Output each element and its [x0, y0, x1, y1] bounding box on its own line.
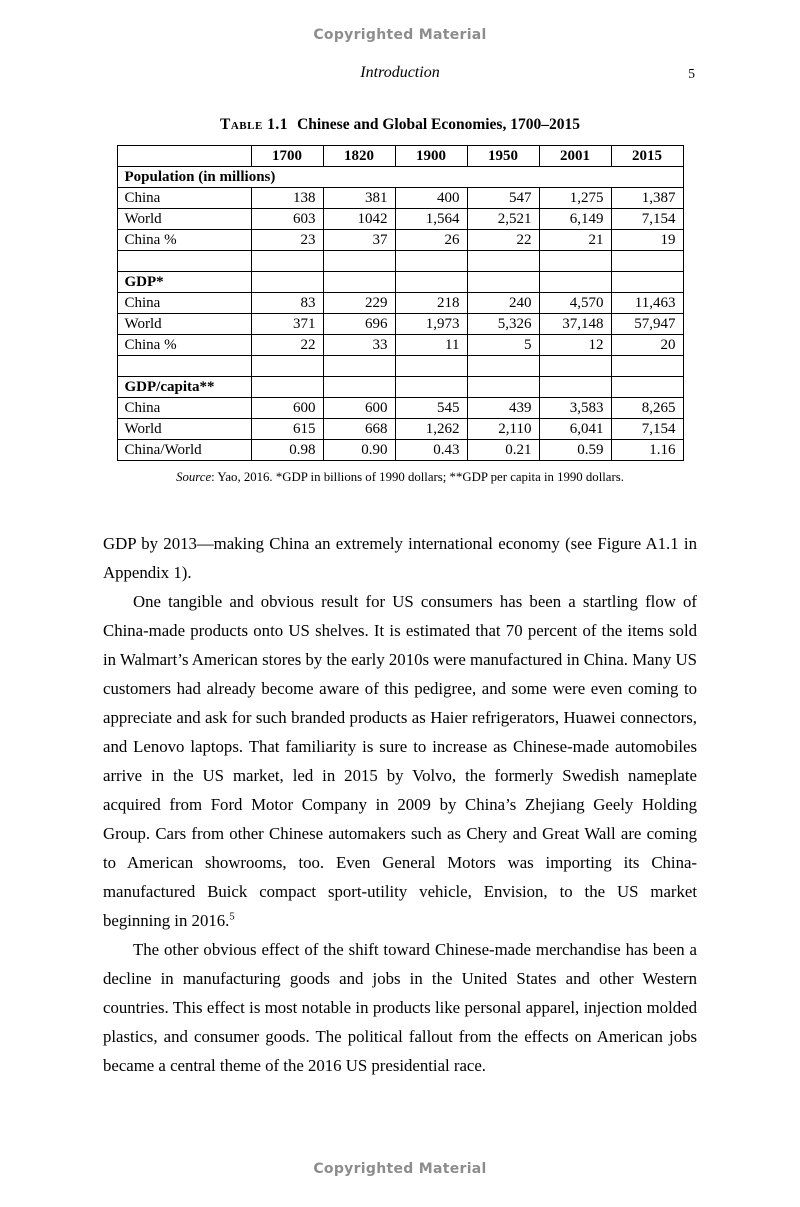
empty-cell — [117, 251, 251, 272]
value-cell: 2,110 — [467, 419, 539, 440]
empty-cell — [323, 272, 395, 293]
section-row — [117, 272, 683, 293]
value-cell: 37 — [323, 230, 395, 251]
empty-cell — [395, 272, 467, 293]
paragraph — [103, 935, 697, 1080]
year-column-header: 1950 — [467, 146, 539, 167]
value-cell: 2,521 — [467, 209, 539, 230]
source-text: : Yao, 2016. *GDP in billions of 1990 dollars; **GDP per capita in 1990 dollars. — [211, 470, 624, 484]
year-column-header: 2015 — [611, 146, 683, 167]
row-label: China % — [117, 230, 251, 251]
section-label: Population (in millions) — [117, 167, 683, 188]
row-label: World — [117, 314, 251, 335]
paragraph — [103, 587, 697, 935]
value-cell: 5,326 — [467, 314, 539, 335]
row-label: China % — [117, 335, 251, 356]
value-cell: 83 — [251, 293, 323, 314]
economies-table — [117, 145, 684, 461]
row-label: China — [117, 293, 251, 314]
value-cell: 5 — [467, 335, 539, 356]
value-cell: 603 — [251, 209, 323, 230]
copyright-notice-top: Copyrighted Material — [313, 27, 487, 43]
table-caption-label: Table 1.1 — [220, 116, 289, 133]
table-row — [117, 335, 683, 356]
value-cell: 11,463 — [611, 293, 683, 314]
value-cell: 600 — [251, 398, 323, 419]
empty-cell — [539, 272, 611, 293]
table-row — [117, 314, 683, 335]
paragraph-text: The other obvious effect of the shift toward Chinese-made merchandise has been a decline in manufacturing goods and jobs in the United States and other Western countries. This effect is most notable in products like personal apparel, injection molded plastics, and consumer goods. The political fallout from the effects on American jobs became a central theme of the 2016 US presidential race. — [103, 940, 697, 1075]
footnote-ref: 5 — [229, 911, 235, 923]
empty-cell — [611, 251, 683, 272]
value-cell: 23 — [251, 230, 323, 251]
value-cell: 7,154 — [611, 209, 683, 230]
value-cell: 138 — [251, 188, 323, 209]
empty-cell — [539, 377, 611, 398]
value-cell: 0.59 — [539, 440, 611, 461]
value-cell: 1,387 — [611, 188, 683, 209]
page-number: 5 — [688, 66, 695, 81]
empty-cell — [467, 377, 539, 398]
value-cell: 668 — [323, 419, 395, 440]
value-cell: 229 — [323, 293, 395, 314]
table-row — [117, 293, 683, 314]
value-cell: 6,041 — [539, 419, 611, 440]
empty-cell — [395, 356, 467, 377]
value-cell: 439 — [467, 398, 539, 419]
row-label: China — [117, 398, 251, 419]
table-row — [117, 209, 683, 230]
year-column-header: 1820 — [323, 146, 395, 167]
empty-cell — [539, 356, 611, 377]
value-cell: 3,583 — [539, 398, 611, 419]
value-cell: 1.16 — [611, 440, 683, 461]
section-label: GDP/capita** — [117, 377, 251, 398]
value-cell: 1,564 — [395, 209, 467, 230]
paragraph-text: One tangible and obvious result for US consumers has been a startling flow of China-made products onto US shelves. It is estimated that 70 percent of the items sold in Walmart’s American stores by the early 2010s were manufactured in China. Many US customers had already become aware of this pedigree, and some were even coming to appreciate and ask for such branded products as Haier refrigerators, Huawei connectors, and Lenovo laptops. That familiarity is sure to increase as Chinese-made automobiles arrive in the US market, led in 2015 by Volvo, the formerly Swedish nameplate acquired from Ford Motor Company in 2009 by China’s Zhejiang Geely Holding Group. Cars from other Chinese automakers such as Chery and Great Wall are coming to American showrooms, too. Even General Motors was importing its China-manufactured Buick compact sport-utility vehicle, Envision, to the US market beginning in 2016. — [103, 592, 697, 930]
empty-cell — [323, 251, 395, 272]
empty-cell — [539, 251, 611, 272]
value-cell: 240 — [467, 293, 539, 314]
paragraph — [103, 529, 697, 587]
section-row — [117, 377, 683, 398]
value-cell: 12 — [539, 335, 611, 356]
value-cell: 26 — [395, 230, 467, 251]
table-row — [117, 230, 683, 251]
table-row — [117, 398, 683, 419]
value-cell: 0.98 — [251, 440, 323, 461]
empty-cell — [467, 272, 539, 293]
empty-cell — [251, 272, 323, 293]
empty-cell — [395, 251, 467, 272]
value-cell: 371 — [251, 314, 323, 335]
empty-cell — [467, 251, 539, 272]
value-cell: 4,570 — [539, 293, 611, 314]
value-cell: 8,265 — [611, 398, 683, 419]
value-cell: 19 — [611, 230, 683, 251]
row-label: China/World — [117, 440, 251, 461]
value-cell: 7,154 — [611, 419, 683, 440]
row-label: World — [117, 419, 251, 440]
value-cell: 6,149 — [539, 209, 611, 230]
paragraph-text: GDP by 2013—making China an extremely international economy (see Figure A1.1 in Appendix 1). — [103, 534, 697, 582]
value-cell: 57,947 — [611, 314, 683, 335]
value-cell: 22 — [467, 230, 539, 251]
empty-cell — [611, 272, 683, 293]
value-cell: 615 — [251, 419, 323, 440]
value-cell: 545 — [395, 398, 467, 419]
row-label: World — [117, 209, 251, 230]
spacer-row — [117, 356, 683, 377]
chapter-title: Introduction — [360, 64, 440, 81]
value-cell: 11 — [395, 335, 467, 356]
value-cell: 22 — [251, 335, 323, 356]
row-label-header — [117, 146, 251, 167]
empty-cell — [467, 356, 539, 377]
value-cell: 37,148 — [539, 314, 611, 335]
copyright-notice-bottom: Copyrighted Material — [313, 1161, 487, 1177]
value-cell: 1042 — [323, 209, 395, 230]
empty-cell — [251, 377, 323, 398]
body-text — [103, 529, 697, 1080]
value-cell: 1,262 — [395, 419, 467, 440]
value-cell: 1,275 — [539, 188, 611, 209]
value-cell: 21 — [539, 230, 611, 251]
empty-cell — [611, 356, 683, 377]
table-row — [117, 440, 683, 461]
table-source-note — [103, 470, 697, 485]
row-label: China — [117, 188, 251, 209]
empty-cell — [323, 356, 395, 377]
table-header-row — [117, 146, 683, 167]
value-cell: 33 — [323, 335, 395, 356]
value-cell: 696 — [323, 314, 395, 335]
year-column-header: 1900 — [395, 146, 467, 167]
table-row — [117, 188, 683, 209]
empty-cell — [323, 377, 395, 398]
value-cell: 547 — [467, 188, 539, 209]
value-cell: 381 — [323, 188, 395, 209]
year-column-header: 2001 — [539, 146, 611, 167]
table-caption-title: Chinese and Global Economies, 1700–2015 — [297, 116, 580, 133]
value-cell: 0.43 — [395, 440, 467, 461]
table-row — [117, 419, 683, 440]
value-cell: 600 — [323, 398, 395, 419]
value-cell: 0.21 — [467, 440, 539, 461]
running-head — [103, 64, 697, 82]
value-cell: 1,973 — [395, 314, 467, 335]
empty-cell — [251, 356, 323, 377]
value-cell: 20 — [611, 335, 683, 356]
value-cell: 0.90 — [323, 440, 395, 461]
spacer-row — [117, 251, 683, 272]
empty-cell — [395, 377, 467, 398]
section-row — [117, 167, 683, 188]
value-cell: 400 — [395, 188, 467, 209]
value-cell: 218 — [395, 293, 467, 314]
empty-cell — [251, 251, 323, 272]
table-caption — [103, 116, 697, 134]
empty-cell — [611, 377, 683, 398]
source-label: Source — [176, 470, 212, 484]
section-label: GDP* — [117, 272, 251, 293]
empty-cell — [117, 356, 251, 377]
year-column-header: 1700 — [251, 146, 323, 167]
